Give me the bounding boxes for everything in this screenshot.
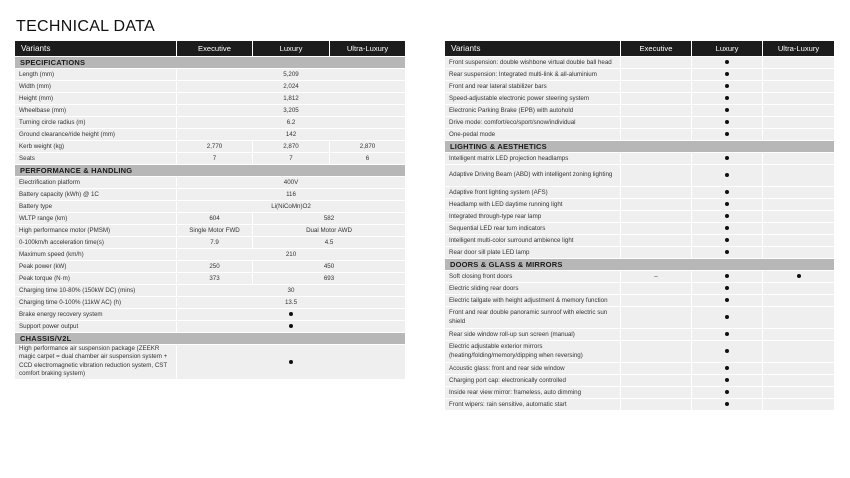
feature-available-cell xyxy=(692,363,763,375)
value-cell xyxy=(763,223,835,235)
table-row xyxy=(445,329,835,341)
value-cell xyxy=(763,129,835,141)
table-row xyxy=(445,363,835,375)
value-cell: 2,870 xyxy=(330,141,406,153)
row-label: Front suspension: double wishbone virtual double ball head xyxy=(445,57,621,69)
row-label: Headlamp with LED daytime running light xyxy=(445,199,621,211)
feature-available-cell xyxy=(692,153,763,165)
table-row xyxy=(15,213,406,225)
bullet-dot-icon xyxy=(725,214,729,218)
table-row xyxy=(445,399,835,411)
bullet-dot-icon xyxy=(725,84,729,88)
column-header-variants: Variants xyxy=(15,41,177,57)
section-header-row xyxy=(15,57,406,69)
section-header-row xyxy=(15,165,406,177)
table-row xyxy=(445,117,835,129)
table-row xyxy=(15,81,406,93)
value-cell xyxy=(763,81,835,93)
table-row xyxy=(445,57,835,69)
value-cell xyxy=(763,341,835,363)
feature-available-cell xyxy=(692,375,763,387)
technical-data-table-left xyxy=(14,40,406,380)
value-cell: 7 xyxy=(177,153,253,165)
feature-available-cell xyxy=(692,211,763,223)
row-label: Adaptive front lighting system (AFS) xyxy=(445,187,621,199)
row-label: Brake energy recovery system xyxy=(15,309,177,321)
bullet-dot-icon xyxy=(725,402,729,406)
not-available-cell: – xyxy=(621,271,692,283)
section-header-row xyxy=(15,333,406,345)
row-label: Drive mode: comfort/eco/sport/snow/individual xyxy=(445,117,621,129)
feature-available-cell xyxy=(692,295,763,307)
table-row xyxy=(445,247,835,259)
table-row xyxy=(445,235,835,247)
bullet-dot-icon xyxy=(725,190,729,194)
row-label: Intelligent matrix LED projection headlamps xyxy=(445,153,621,165)
value-cell xyxy=(621,153,692,165)
table-row xyxy=(15,105,406,117)
value-cell xyxy=(763,329,835,341)
feature-available-cell xyxy=(692,117,763,129)
value-cell: 2,770 xyxy=(177,141,253,153)
table-row xyxy=(445,295,835,307)
bullet-dot-icon xyxy=(289,360,293,364)
page-title: TECHNICAL DATA xyxy=(16,18,156,35)
row-label: Ground clearance/ride height (mm) xyxy=(15,129,177,141)
bullet-dot-icon xyxy=(725,298,729,302)
value-cell xyxy=(763,247,835,259)
bullet-dot-icon xyxy=(725,349,729,353)
value-cell xyxy=(621,235,692,247)
value-cell xyxy=(621,329,692,341)
table-row xyxy=(15,273,406,285)
value-cell: 4.5 xyxy=(253,237,406,249)
value-cell: Li(NiCoMn)O2 xyxy=(177,201,406,213)
feature-available-cell xyxy=(692,93,763,105)
table-row xyxy=(445,283,835,295)
value-cell xyxy=(621,211,692,223)
value-cell: 6.2 xyxy=(177,117,406,129)
table-row xyxy=(445,341,835,363)
table-row xyxy=(15,69,406,81)
row-label: Electric tailgate with height adjustment & memory function xyxy=(445,295,621,307)
column-header-executive: Executive xyxy=(177,41,253,57)
row-label: WLTP range (km) xyxy=(15,213,177,225)
bullet-dot-icon xyxy=(725,366,729,370)
row-label: Charging time 0-100% (11kW AC) (h) xyxy=(15,297,177,309)
value-cell xyxy=(763,165,835,187)
row-label: High performance motor (PMSM) xyxy=(15,225,177,237)
value-cell: 2,024 xyxy=(177,81,406,93)
row-label: Front and rear lateral stabilizer bars xyxy=(445,81,621,93)
section-title: SPECIFICATIONS xyxy=(15,57,406,69)
row-label: 0-100km/h acceleration time(s) xyxy=(15,237,177,249)
table-row xyxy=(445,307,835,329)
table-row xyxy=(15,309,406,321)
value-cell: 13.5 xyxy=(177,297,406,309)
bullet-dot-icon xyxy=(725,332,729,336)
feature-available-cell xyxy=(692,387,763,399)
bullet-dot-icon xyxy=(725,238,729,242)
technical-data-table-right xyxy=(444,40,835,411)
value-cell xyxy=(621,81,692,93)
feature-available-cell xyxy=(692,69,763,81)
feature-available-cell xyxy=(692,329,763,341)
table-row xyxy=(445,271,835,283)
row-label: Maximum speed (km/h) xyxy=(15,249,177,261)
bullet-dot-icon xyxy=(725,315,729,319)
value-cell: 5,209 xyxy=(177,69,406,81)
value-cell xyxy=(621,69,692,81)
row-label: Front and rear double panoramic sunroof with electric sun shield xyxy=(445,307,621,329)
bullet-dot-icon xyxy=(725,108,729,112)
value-cell: 450 xyxy=(253,261,406,273)
bullet-dot-icon xyxy=(289,312,293,316)
bullet-dot-icon xyxy=(725,96,729,100)
feature-available-cell xyxy=(692,247,763,259)
table-row xyxy=(445,153,835,165)
row-label: Sequential LED rear turn indicators xyxy=(445,223,621,235)
value-cell: 1,812 xyxy=(177,93,406,105)
row-label: Kerb weight (kg) xyxy=(15,141,177,153)
row-label: Height (mm) xyxy=(15,93,177,105)
table-row xyxy=(15,297,406,309)
table-row xyxy=(15,201,406,213)
value-cell xyxy=(621,283,692,295)
value-cell xyxy=(763,105,835,117)
row-label: Electronic Parking Brake (EPB) with autohold xyxy=(445,105,621,117)
value-cell xyxy=(621,165,692,187)
bullet-dot-icon xyxy=(725,226,729,230)
value-cell: 116 xyxy=(177,189,406,201)
feature-available-cell xyxy=(177,321,406,333)
table-row xyxy=(15,321,406,333)
section-title: LIGHTING & AESTHETICS xyxy=(445,141,835,153)
row-label: Inside rear view mirror: frameless, auto dimming xyxy=(445,387,621,399)
feature-available-cell xyxy=(692,283,763,295)
value-cell xyxy=(621,93,692,105)
section-title: PERFORMANCE & HANDLING xyxy=(15,165,406,177)
table-row xyxy=(15,345,406,380)
row-label: Turning circle radius (m) xyxy=(15,117,177,129)
table-row xyxy=(15,117,406,129)
row-label: Width (mm) xyxy=(15,81,177,93)
feature-available-cell xyxy=(692,129,763,141)
feature-available-cell xyxy=(177,345,406,380)
value-cell xyxy=(763,295,835,307)
value-cell: Dual Motor AWD xyxy=(253,225,406,237)
row-label: Support power output xyxy=(15,321,177,333)
bullet-dot-icon xyxy=(289,324,293,328)
row-label: Seats xyxy=(15,153,177,165)
bullet-dot-icon xyxy=(797,274,801,278)
value-cell xyxy=(763,387,835,399)
value-cell xyxy=(763,375,835,387)
row-label: Intelligent multi-color surround ambience light xyxy=(445,235,621,247)
table-row xyxy=(15,189,406,201)
row-label: Battery capacity (kWh) @ 1C xyxy=(15,189,177,201)
column-header-ultra-luxury: Ultra-Luxury xyxy=(330,41,406,57)
table-row xyxy=(445,187,835,199)
table-row xyxy=(445,165,835,187)
value-cell xyxy=(621,129,692,141)
row-label: High performance air suspension package (ZEEKR magic carpet = dual chamber air suspension system + CCD electromagnetic vibration reduction system, CST comfort braking system) xyxy=(15,345,177,380)
table-row xyxy=(15,237,406,249)
value-cell xyxy=(621,375,692,387)
row-label: Battery type xyxy=(15,201,177,213)
value-cell: 604 xyxy=(177,213,253,225)
column-header-ultra-luxury: Ultra-Luxury xyxy=(763,41,835,57)
value-cell xyxy=(763,153,835,165)
value-cell: 7 xyxy=(253,153,330,165)
value-cell xyxy=(621,223,692,235)
column-header-luxury: Luxury xyxy=(692,41,763,57)
feature-available-cell xyxy=(763,271,835,283)
value-cell xyxy=(763,399,835,411)
table-row xyxy=(15,93,406,105)
value-cell xyxy=(763,93,835,105)
table-row xyxy=(15,177,406,189)
row-label: Charging time 10-80% (150kW DC) (mins) xyxy=(15,285,177,297)
section-title: DOORS & GLASS & MIRRORS xyxy=(445,259,835,271)
value-cell xyxy=(763,235,835,247)
value-cell xyxy=(621,387,692,399)
value-cell xyxy=(763,187,835,199)
table-row xyxy=(445,211,835,223)
value-cell xyxy=(621,363,692,375)
table-row xyxy=(15,141,406,153)
value-cell xyxy=(763,199,835,211)
section-header-row xyxy=(445,141,835,153)
table-row xyxy=(15,225,406,237)
feature-available-cell xyxy=(692,341,763,363)
row-label: Front wipers: rain sensitive, automatic start xyxy=(445,399,621,411)
bullet-dot-icon xyxy=(725,132,729,136)
value-cell xyxy=(763,363,835,375)
value-cell: 693 xyxy=(253,273,406,285)
bullet-dot-icon xyxy=(725,286,729,290)
row-label: Rear suspension: Integrated multi-link & all-aluminium xyxy=(445,69,621,81)
row-label: Speed-adjustable electronic power steering system xyxy=(445,93,621,105)
value-cell xyxy=(621,57,692,69)
table-header-row xyxy=(15,41,406,57)
value-cell: 2,870 xyxy=(253,141,330,153)
row-label: Integrated through-type rear lamp xyxy=(445,211,621,223)
row-label: Wheelbase (mm) xyxy=(15,105,177,117)
feature-available-cell xyxy=(692,81,763,93)
table-row xyxy=(15,153,406,165)
table-row xyxy=(445,69,835,81)
table-row xyxy=(445,387,835,399)
feature-available-cell xyxy=(692,105,763,117)
value-cell xyxy=(763,307,835,329)
value-cell: 373 xyxy=(177,273,253,285)
value-cell xyxy=(763,57,835,69)
value-cell xyxy=(621,341,692,363)
section-title: CHASSIS/V2L xyxy=(15,333,406,345)
row-label: One-pedal mode xyxy=(445,129,621,141)
bullet-dot-icon xyxy=(725,250,729,254)
row-label: Soft closing front doors xyxy=(445,271,621,283)
value-cell: 250 xyxy=(177,261,253,273)
table-row xyxy=(445,105,835,117)
row-label: Peak torque (N·m) xyxy=(15,273,177,285)
bullet-dot-icon xyxy=(725,120,729,124)
table-row xyxy=(445,375,835,387)
feature-available-cell xyxy=(692,235,763,247)
column-header-executive: Executive xyxy=(621,41,692,57)
row-label: Peak power (kW) xyxy=(15,261,177,273)
value-cell xyxy=(621,247,692,259)
feature-available-cell xyxy=(692,165,763,187)
value-cell xyxy=(763,283,835,295)
feature-available-cell xyxy=(692,187,763,199)
feature-available-cell xyxy=(692,57,763,69)
table-row xyxy=(445,93,835,105)
table-row xyxy=(15,249,406,261)
value-cell xyxy=(621,399,692,411)
table-row xyxy=(445,81,835,93)
feature-available-cell xyxy=(692,223,763,235)
row-label: Electrification platform xyxy=(15,177,177,189)
value-cell xyxy=(763,117,835,129)
row-label: Rear door sill plate LED lamp xyxy=(445,247,621,259)
value-cell xyxy=(763,69,835,81)
value-cell xyxy=(621,117,692,129)
value-cell xyxy=(621,307,692,329)
row-label: Electric sliding rear doors xyxy=(445,283,621,295)
feature-available-cell xyxy=(177,309,406,321)
feature-available-cell xyxy=(692,307,763,329)
bullet-dot-icon xyxy=(725,72,729,76)
value-cell xyxy=(621,295,692,307)
value-cell xyxy=(621,187,692,199)
bullet-dot-icon xyxy=(725,378,729,382)
value-cell xyxy=(763,211,835,223)
row-label: Length (mm) xyxy=(15,69,177,81)
value-cell: Single Motor FWD xyxy=(177,225,253,237)
column-header-luxury: Luxury xyxy=(253,41,330,57)
row-label: Electric adjustable exterior mirrors (heating/folding/memory/dipping when reversing) xyxy=(445,341,621,363)
bullet-dot-icon xyxy=(725,173,729,177)
value-cell: 142 xyxy=(177,129,406,141)
column-header-variants: Variants xyxy=(445,41,621,57)
value-cell: 582 xyxy=(253,213,406,225)
table-header-row xyxy=(445,41,835,57)
table-row xyxy=(15,261,406,273)
bullet-dot-icon xyxy=(725,274,729,278)
value-cell: 3,205 xyxy=(177,105,406,117)
bullet-dot-icon xyxy=(725,390,729,394)
table-row xyxy=(15,129,406,141)
table-row xyxy=(15,285,406,297)
value-cell: 7.9 xyxy=(177,237,253,249)
feature-available-cell xyxy=(692,199,763,211)
row-label: Adaptive Driving Beam (ABD) with intelligent zoning lighting xyxy=(445,165,621,187)
table-row xyxy=(445,223,835,235)
bullet-dot-icon xyxy=(725,60,729,64)
value-cell: 210 xyxy=(177,249,406,261)
row-label: Charging port cap: electronically controlled xyxy=(445,375,621,387)
section-header-row xyxy=(445,259,835,271)
feature-available-cell xyxy=(692,399,763,411)
value-cell xyxy=(621,105,692,117)
value-cell: 30 xyxy=(177,285,406,297)
feature-available-cell xyxy=(692,271,763,283)
bullet-dot-icon xyxy=(725,156,729,160)
table-row xyxy=(445,199,835,211)
row-label: Rear side window roll-up sun screen (manual) xyxy=(445,329,621,341)
row-label: Acoustic glass: front and rear side window xyxy=(445,363,621,375)
value-cell: 6 xyxy=(330,153,406,165)
bullet-dot-icon xyxy=(725,202,729,206)
value-cell xyxy=(621,199,692,211)
value-cell: 400V xyxy=(177,177,406,189)
table-row xyxy=(445,129,835,141)
